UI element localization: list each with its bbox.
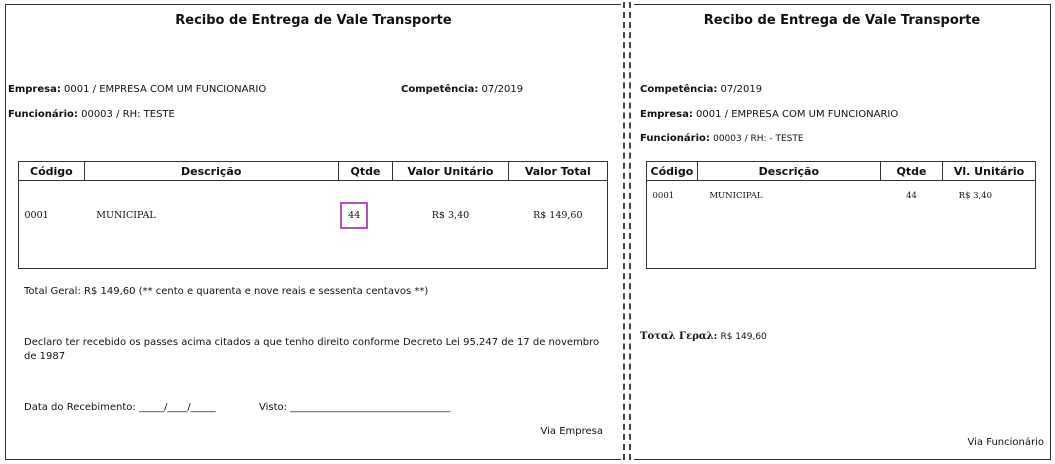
competencia-field (640, 84, 762, 95)
via-empresa: Via Empresa (540, 426, 603, 437)
cell-valor-unitario: R$ 3,40 (431, 209, 470, 221)
cell-qtde (338, 181, 393, 250)
receipt-employee-copy (634, 4, 1051, 460)
competencia-label: Competência: (401, 84, 479, 95)
table-row (647, 181, 1036, 260)
cell-descricao: MUNICIPAL (96, 209, 156, 221)
cut-line (629, 2, 631, 460)
cell-vl-unitario: R$ 3,40 (958, 191, 992, 201)
via-funcionario: Via Funcionário (967, 437, 1044, 448)
competencia-label: Competência: (640, 84, 718, 95)
cell-codigo: 0001 (652, 191, 675, 201)
table-header-row (647, 162, 1036, 181)
total-geral: Total Geral: R$ 149,60 (** cento e quarenta e nove reais e sessenta centavos **) (24, 286, 429, 297)
col-header-vl-unitario: Vl. Unitário (943, 162, 1036, 181)
funcionario-value: 00003 / RH: - TESTE (713, 134, 804, 144)
competencia-field (401, 84, 523, 95)
cell-codigo: 0001 (24, 209, 49, 221)
col-header-valor-unitario: Valor Unitário (393, 162, 508, 181)
total-geral (640, 331, 767, 342)
receipt-title: Recibo de Entrega de Vale Transporte (703, 13, 981, 28)
col-header-descricao: Descrição (697, 162, 880, 181)
items-table (646, 161, 1036, 259)
funcionario-field (8, 109, 175, 120)
funcionario-value: 00003 / RH: TESTE (81, 109, 175, 120)
cell-valor-total: R$ 149,60 (533, 209, 583, 221)
declaracao-text: Declaro ter recebido os passes acima citados a que tenho direito conforme Decreto Lei 95.247 de 17 de novembro de 1987 (24, 337, 600, 362)
total-value: R$ 149,60 (720, 332, 767, 342)
qtde-highlight: 44 (340, 202, 368, 229)
empresa-value: 0001 / EMPRESA COM UM FUNCIONARIO (696, 109, 899, 120)
col-header-valor-total: Valor Total (508, 162, 607, 181)
funcionario-label: Funcionário: (640, 133, 710, 144)
funcionario-label: Funcionário: (8, 109, 78, 120)
empresa-value: 0001 / EMPRESA COM UM FUNCIONARIO (64, 84, 267, 95)
col-header-codigo: Código (647, 162, 698, 181)
table-header-row (19, 162, 608, 181)
competencia-value: 07/2019 (720, 84, 763, 95)
col-header-qtde: Qtde (880, 162, 942, 181)
receipt-title: Recibo de Entrega de Vale Transporte (175, 13, 452, 28)
empresa-label: Empresa: (8, 84, 61, 95)
visto-field: Visto: ________________________________ (259, 402, 451, 413)
cell-descricao: MUNICIPAL (709, 191, 763, 201)
data-recebimento: Data do Recebimento: _____/____/_____ (24, 402, 216, 413)
empresa-field (640, 109, 898, 120)
col-header-descricao: Descrição (84, 162, 338, 181)
items-table (18, 161, 608, 249)
competencia-value: 07/2019 (481, 84, 524, 95)
funcionario-field (640, 133, 804, 144)
col-header-qtde: Qtde (338, 162, 393, 181)
col-header-codigo: Código (19, 162, 85, 181)
table-row (19, 181, 608, 250)
cell-qtde: 44 (906, 191, 917, 201)
cut-line (623, 2, 625, 460)
empresa-field (8, 84, 266, 95)
empresa-label: Empresa: (640, 109, 693, 120)
receipt-company-copy (5, 4, 621, 460)
total-label: Τοταλ Γεραλ: (640, 331, 718, 342)
